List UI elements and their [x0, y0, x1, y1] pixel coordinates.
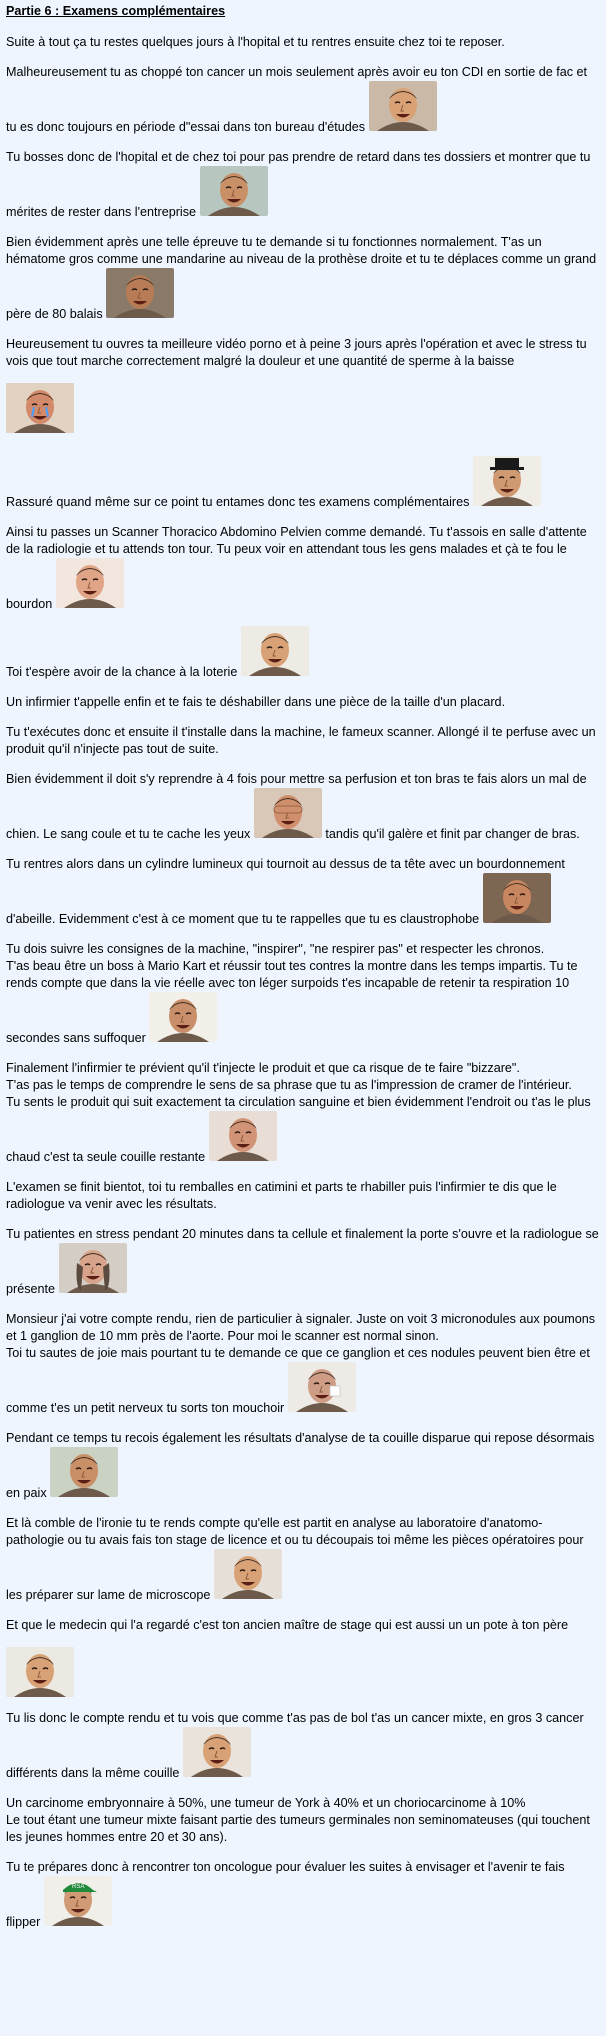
svg-text:RSA: RSA	[71, 1884, 85, 1890]
paragraph	[6, 626, 600, 681]
paragraph	[6, 1226, 600, 1298]
paragraph	[6, 1617, 600, 1634]
risitas-rsa-cap-icon	[44, 1876, 112, 1926]
paragraph	[6, 1060, 600, 1166]
risitas-crying-icon	[6, 383, 74, 433]
paragraph	[6, 524, 600, 613]
paragraph	[6, 234, 600, 323]
risitas-laughing-icon	[241, 626, 309, 676]
radiologist-woman-icon	[59, 1243, 127, 1293]
paragraph-text: Bien évidemment après une telle épreuve tu te demande si tu fonctionnes normalement. T'as un hématome gros comme une mandarine au niveau de la prothèse droite et tu te déplaces comme un grand père de 80 balais	[6, 235, 597, 321]
paragraph-text: Rassuré quand même sur ce point tu entames donc tes examens complémentaires	[6, 495, 470, 509]
paragraph-text: Et là comble de l'ironie tu te rends compte qu'elle est partit en analyse au laboratoire d'anatomo-pathologie ou tu avais fais ton stage de licence et ou tu découpais toi même les pièces opératoires pour les préparer sur lame de microscope	[6, 1516, 584, 1602]
paragraph	[6, 456, 600, 511]
paragraph-text: Suite à tout ça tu restes quelques jours à l'hopital et tu rentres ensuite chez toi te reposer.	[6, 35, 505, 49]
paragraph	[6, 1859, 600, 1931]
risitas-laughing-icon	[183, 1727, 251, 1777]
risitas-laughing-icon	[369, 81, 437, 131]
paragraph	[6, 149, 600, 221]
paragraph-text: Tu rentres alors dans un cylindre lumineux qui tournoit au dessus de ta tête avec un bourdonnement d'abeille. Evidemment c'est à ce moment que tu te rappelles que tu es claustrophobe	[6, 857, 565, 926]
paragraph-text: Tu lis donc le compte rendu et tu vois que comme t'as pas de bol t'as un cancer mixte, en gros 3 cancer différents dans la même couille	[6, 1711, 584, 1780]
paragraph	[6, 941, 600, 1047]
paragraph-text: L'examen se finit bientot, toi tu remballes en catimini et parts te rhabiller puis l'infirmier te dis que le radiologue va venir avec les résultats.	[6, 1180, 557, 1211]
paragraph-text: Tu dois suivre les consignes de la machine, "inspirer", "ne respirer pas" et respecter les chronos.	[6, 942, 545, 956]
paragraph-text: T'as pas le temps de comprendre le sens de sa phrase que tu as l'impression de cramer de l'intérieur.	[6, 1078, 572, 1092]
paragraph-text: tandis qu'il galère et finit par changer de bras.	[325, 827, 580, 841]
risitas-thinking-icon	[50, 1447, 118, 1497]
paragraph	[6, 1710, 600, 1782]
crying-man-tissue-icon	[288, 1362, 356, 1412]
risitas-bald-angry-icon	[56, 558, 124, 608]
paragraph	[6, 724, 600, 758]
paragraph-text: Tu bosses donc de l'hopital et de chez toi pour pas prendre de retard dans tes dossiers et montrer que tu mérites de rester dans l'entreprise	[6, 150, 591, 219]
paragraph	[6, 1430, 600, 1502]
risitas-thinking-icon	[200, 166, 268, 216]
paragraph	[6, 1311, 600, 1417]
risitas-hiding-eyes-icon	[254, 788, 322, 838]
section-title: Partie 6 : Examens complémentaires	[6, 4, 226, 18]
paragraph-text: Pendant ce temps tu recois également les résultats d'analyse de ta couille disparue qui repose désormais en paix	[6, 1431, 595, 1500]
paragraph	[6, 694, 600, 711]
paragraph-text: Tu patientes en stress pendant 20 minutes dans ta cellule et finalement la porte s'ouvre et la radiologue se présente	[6, 1227, 599, 1296]
paragraph-text: Finalement l'infirmier te prévient qu'il t'injecte le produit et que ca risque de te faire "bizzare".	[6, 1061, 520, 1075]
paragraph-text: Tu te prépares donc à rencontrer ton oncologue pour évaluer les suites à envisager et l'avenir te fais flipper	[6, 1860, 565, 1929]
risitas-facepalm-icon	[106, 268, 174, 318]
risitas-screaming-icon	[483, 873, 551, 923]
paragraph	[6, 1795, 600, 1846]
paragraph-text: Ainsi tu passes un Scanner Thoracico Abdomino Pelvien comme demandé. Tu t'assois en salle d'attente de la radiologie et tu attends ton tour. Tu peux voir en attendant tous les gens malades et çà te fou le bourdon	[6, 525, 587, 611]
risitas-panicking-icon	[149, 992, 217, 1042]
paragraph-text: Un infirmier t'appelle enfin et te fais te déshabiller dans une pièce de la taille d'un placard.	[6, 695, 506, 709]
paragraph-text: Un carcinome embryonnaire à 50%, une tumeur de York à 40% et un choriocarcinome à 10%	[6, 1796, 526, 1810]
paragraph	[6, 34, 600, 51]
paragraph-text: Heureusement tu ouvres ta meilleure vidéo porno et à peine 3 jours après l'opération et avec le stress tu vois que tout marche correctement malgré la douleur et une quantité de sperme à la baisse	[6, 337, 587, 368]
paragraph	[6, 1179, 600, 1213]
paragraph	[6, 1515, 600, 1604]
paragraph-text: Monsieur j'ai votre compte rendu, rien de particulier à signaler. Juste on voit 3 micronodules aux poumons et 1 ganglion de 10 mm près de l'aorte. Pour moi le scanner est normal sinon.	[6, 1312, 596, 1343]
paragraph-text: Toi t'espère avoir de la chance à la loterie	[6, 665, 238, 679]
paragraph	[6, 771, 600, 843]
risitas-grinning-icon	[209, 1111, 277, 1161]
paragraph-text: T'as beau être un boss à Mario Kart et réussir tout tes contres la montre dans les temps impartis. Tu te rends compte que dans la vie réelle avec ton léger surpoids t'es incapable de retenir ta respiration 10 secondes sans suffoquer	[6, 959, 578, 1045]
risitas-laughing-icon	[6, 1647, 74, 1697]
paragraph-text: Tu t'exécutes donc et ensuite il t'installe dans la machine, le fameux scanner. Allongé il te perfuse avec un produit qu'il n'injecte pas tout de suite.	[6, 725, 596, 756]
paragraph-text: Tu sents le produit qui suit exactement ta circulation sanguine et bien évidemment l'endroit ou t'as le plus chaud c'est ta seule couille restante	[6, 1095, 591, 1164]
risitas-tophat-icon	[473, 456, 541, 506]
paragraph	[6, 336, 600, 370]
paragraph-text: Le tout étant une tumeur mixte faisant partie des tumeurs germinales non seminomateuses (qui touchent les jeunes hommes entre 20 et 30 ans).	[6, 1813, 590, 1844]
paragraph	[6, 64, 600, 136]
paragraph	[6, 856, 600, 928]
paragraph-text: Malheureusement tu as choppé ton cancer un mois seulement après avoir eu ton CDI en sortie de fac et tu es donc toujours en période d"essai dans ton bureau d'études	[6, 65, 588, 134]
paragraph-text: Et que le medecin qui l'a regardé c'est ton ancien maître de stage qui est aussi un un pote à ton père	[6, 1618, 569, 1632]
paragraph-text: Toi tu sautes de joie mais pourtant tu te demande ce que ce ganglion et ces nodules peuvent bien être et comme t'es un petit nerveux tu sorts ton mouchoir	[6, 1346, 590, 1415]
risitas-laughing-icon	[214, 1549, 282, 1599]
paragraph-text: Bien évidemment il doit s'y reprendre à 4 fois pour mettre sa perfusion et ton bras te fais alors un mal de chien. Le sang coule et tu te cache les yeux	[6, 772, 587, 841]
